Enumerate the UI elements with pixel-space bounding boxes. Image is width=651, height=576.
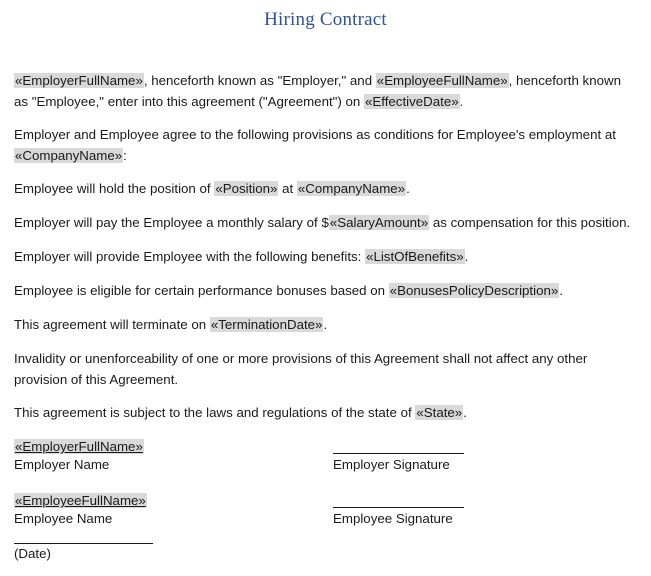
employer-name-label: Employer Name: [14, 457, 110, 472]
salary-paragraph: Employer will pay the Employee a monthly salary of $«SalaryAmount» as compensation for this position.: [14, 215, 631, 230]
employee-name-value: [14, 492, 147, 510]
salary-amount-field[interactable]: «SalaryAmount»: [329, 215, 429, 230]
list-of-benefits-field[interactable]: «ListOfBenefits»: [366, 249, 464, 264]
position-paragraph: Employee will hold the position of «Position» at «CompanyName».: [14, 181, 410, 196]
bonuses-paragraph: Employee is eligible for certain performance bonuses based on «BonusesPolicyDescription».: [14, 283, 563, 298]
employee-full-name-sig-field[interactable]: «EmployeeFullName»: [15, 493, 146, 508]
effective-date-field[interactable]: «EffectiveDate»: [365, 94, 459, 109]
employer-signature-label: Employer Signature: [333, 457, 450, 472]
date-line[interactable]: [14, 543, 153, 544]
company-name-field-2[interactable]: «CompanyName»: [297, 181, 406, 196]
employer-full-name-field[interactable]: «EmployerFullName»: [15, 73, 143, 88]
employee-signature-label: Employee Signature: [333, 511, 453, 526]
employee-full-name-field[interactable]: «EmployeeFullName»: [376, 73, 508, 88]
document-title: Hiring Contract: [264, 9, 387, 30]
employee-name-label: Employee Name: [14, 511, 113, 526]
employee-signature-line[interactable]: [333, 507, 464, 508]
parties-paragraph: «EmployerFullName», henceforth known as "Employer," and «EmployeeFullName», henceforth known as "Employee," enter into this agreement ("Agreement") on «EffectiveDate».: [14, 73, 621, 109]
benefits-paragraph: Employer will provide Employee with the following benefits: «ListOfBenefits».: [14, 249, 469, 264]
termination-paragraph: This agreement will terminate on «TerminationDate».: [14, 317, 328, 332]
employer-full-name-sig-field[interactable]: «EmployerFullName»: [15, 439, 143, 454]
date-label: (Date): [14, 546, 51, 561]
bonuses-policy-field[interactable]: «BonusesPolicyDescription»: [389, 283, 559, 298]
company-name-field[interactable]: «CompanyName»: [15, 148, 123, 163]
position-field[interactable]: «Position»: [215, 181, 278, 196]
severability-paragraph: Invalidity or unenforceability of one or more provisions of this Agreement shall not affect any other provision of this Agreement.: [14, 351, 588, 387]
termination-date-field[interactable]: «TerminationDate»: [210, 317, 323, 332]
employer-name-value: [14, 438, 144, 456]
governing-law-paragraph: This agreement is subject to the laws and regulations of the state of «State».: [14, 405, 467, 420]
state-field[interactable]: «State»: [416, 405, 463, 420]
employer-signature-line[interactable]: [333, 453, 464, 454]
provisions-paragraph: Employer and Employee agree to the following provisions as conditions for Employee's employment at «CompanyName»:: [14, 127, 616, 163]
